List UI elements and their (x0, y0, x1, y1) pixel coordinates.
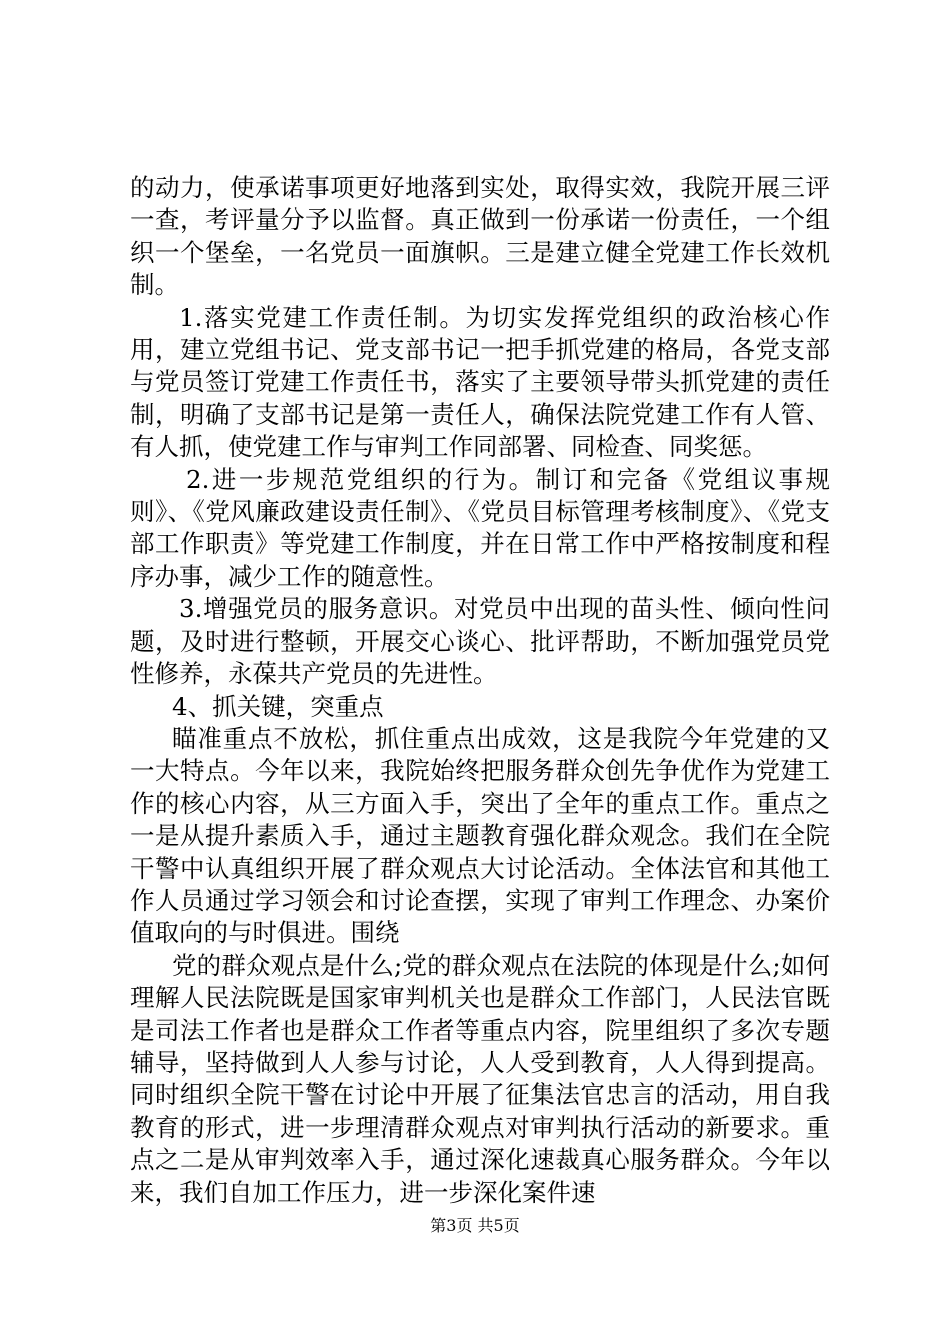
paragraph-item-3: 3.增强党员的服务意识。对党员中出现的苗头性、倾向性问题，及时进行整顿，开展交心谈心、批评帮助，不断加强党员党性修养，永葆共产党员的先进性。 (130, 594, 830, 689)
paragraph-item-2: 2.进一步规范党组织的行为。制订和完备《党组议事规则》、《党风廉政建设责任制》、《党员目标管理考核制度》、《党支部工作职责》等党建工作制度，并在日常工作中严格按制度和程序办事，减少工作的随意性。 (130, 464, 830, 591)
paragraph-mass-viewpoint: 党的群众观点是什么;党的群众观点在法院的体现是什么;如何理解人民法院既是国家审判机关也是群众工作部门，人民法官既是司法工作者也是群众工作者等重点内容，院里组织了多次专题辅导，坚持做到人人参与讨论，人人受到教育，人人得到提高。同时组织全院干警在讨论中开展了征集法官忠言的活动，用自我教育的形式，进一步理清群众观点对审判执行活动的新要求。重点之二是从审判效率入手，通过深化速裁真心服务群众。今年以来，我们自加工作压力，进一步深化案件速 (130, 950, 830, 1207)
page-number-footer: 第3页 共5页 (430, 1216, 520, 1235)
document-body (130, 172, 830, 1209)
paragraph-continuation: 的动力，使承诺事项更好地落到实处，取得实效，我院开展三评一查，考评量分予以监督。真正做到一份承诺一份责任，一个组织一个堡垒，一名党员一面旗帜。三是建立健全党建工作长效机制。 (130, 173, 830, 300)
paragraph-item-1: 1.落实党建工作责任制。为切实发挥党组织的政治核心作用，建立党组书记、党支部书记一把手抓党建的格局，各党支部与党员签订党建工作责任书，落实了主要领导带头抓党建的责任制，明确了支部书记是第一责任人，确保法院党建工作有人管、有人抓，使党建工作与审判工作同部署、同检查、同奖惩。 (130, 302, 830, 462)
paragraph-focus-points: 瞄准重点不放松，抓住重点出成效，这是我院今年党建的又一大特点。今年以来，我院始终把服务群众创先争优作为党建工作的核心内容，从三方面入手，突出了全年的重点工作。重点之一是从提升素质入手，通过主题教育强化群众观念。我们在全院干警中认真组织开展了群众观点大讨论活动。全体法官和其他工作人员通过学习领会和讨论查摆，实现了审判工作理念、办案价值取向的与时俱进。围绕 (130, 723, 830, 948)
section-heading-4: 4、抓关键，突重点 (172, 691, 384, 721)
